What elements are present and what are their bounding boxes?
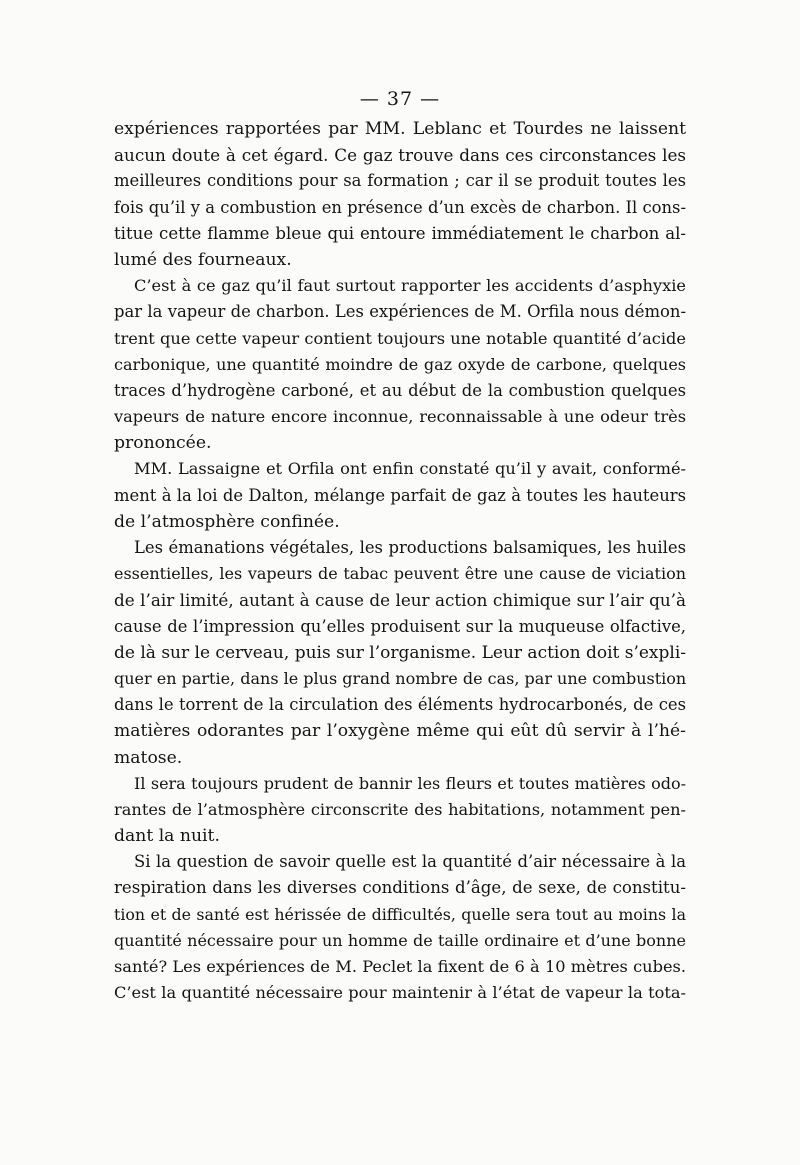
text-line: prononcée. (114, 433, 212, 454)
page-number: — 37 — (359, 88, 441, 110)
text-line: tion et de santé est hérissée de difficultés, quelle sera tout au moins la (114, 904, 686, 924)
paragraph-start-line: Il sera toujours prudent de bannir les fleurs et toutes matières odo- (134, 773, 686, 793)
paragraph-start-line: C’est à ce gaz qu’il faut surtout rapporter les accidents d’asphyxie (134, 276, 686, 296)
text-line: dans le torrent de la circulation des éléments hydrocarbonés, de ces (114, 695, 686, 715)
text-line: essentielles, les vapeurs de tabac peuvent être une cause de viciation (114, 564, 686, 584)
text-line: dant la nuit. (114, 826, 220, 847)
text-line: santé? Les expériences de M. Peclet la fixent de 6 à 10 mètres cubes. (114, 957, 686, 976)
text-line: de l’air limité, autant à cause de leur action chimique sur l’air qu’à (114, 590, 686, 611)
body-text (114, 116, 686, 1006)
text-line: lumé des fourneaux. (114, 249, 292, 270)
paragraph-start-line: Si la question de savoir quelle est la quantité d’air nécessaire à la (134, 852, 686, 872)
text-line: matières odorantes par l’oxygène même qui eût dû servir à l’hé- (114, 721, 686, 742)
paragraph-start-line: MM. Lassaigne et Orfila ont enfin constaté qu’il y avait, conformé- (134, 459, 686, 479)
text-line: par la vapeur de charbon. Les expériences de M. Orfila nous démon- (114, 302, 686, 322)
paragraph-start-line: Les émanations végétales, les productions balsamiques, les huiles (134, 538, 686, 557)
text-line: vapeurs de nature encore inconnue, reconnaissable à une odeur très (114, 407, 686, 427)
text-line: respiration dans les diverses conditions d’âge, de sexe, de constitu- (114, 878, 686, 898)
text-line: matose. (114, 747, 183, 768)
text-line: cause de l’impression qu’elles produisent sur la muqueuse olfactive, (114, 616, 686, 636)
text-line: de là sur le cerveau, puis sur l’organisme. Leur action doit s’expli- (114, 642, 687, 663)
text-line: quantité nécessaire pour un homme de taille ordinaire et d’une bonne (114, 930, 686, 950)
text-line: expériences rapportées par MM. Leblanc et Tourdes ne laissent (114, 119, 686, 139)
text-line: titue cette flamme bleue qui entoure immédiatement le charbon al- (114, 223, 686, 243)
text-line: de l’atmosphère confinée. (114, 511, 340, 532)
text-line: trent que cette vapeur contient toujours une notable quantité d’acide (114, 328, 686, 348)
text-line: fois qu’il y a combustion en présence d’un excès de charbon. Il cons- (114, 197, 686, 217)
text-line: carbonique, une quantité moindre de gaz oxyde de carbone, quelques (114, 354, 686, 374)
text-line: meilleures conditions pour sa formation ; car il se produit toutes les (114, 171, 686, 191)
text-line: traces d’hydrogène carboné, et au début de la combustion quelques (114, 380, 686, 400)
text-line: rantes de l’atmosphère circonscrite des habitations, notamment pen- (114, 799, 686, 819)
text-line: quer en partie, dans le plus grand nombre de cas, par une combustion (114, 668, 687, 688)
text-line: ment à la loi de Dalton, mélange parfait de gaz à toutes les hauteurs (114, 485, 686, 505)
text-line: aucun doute à cet égard. Ce gaz trouve dans ces circonstances les (114, 145, 686, 166)
text-line: C’est la quantité nécessaire pour maintenir à l’état de vapeur la tota- (114, 983, 686, 1003)
